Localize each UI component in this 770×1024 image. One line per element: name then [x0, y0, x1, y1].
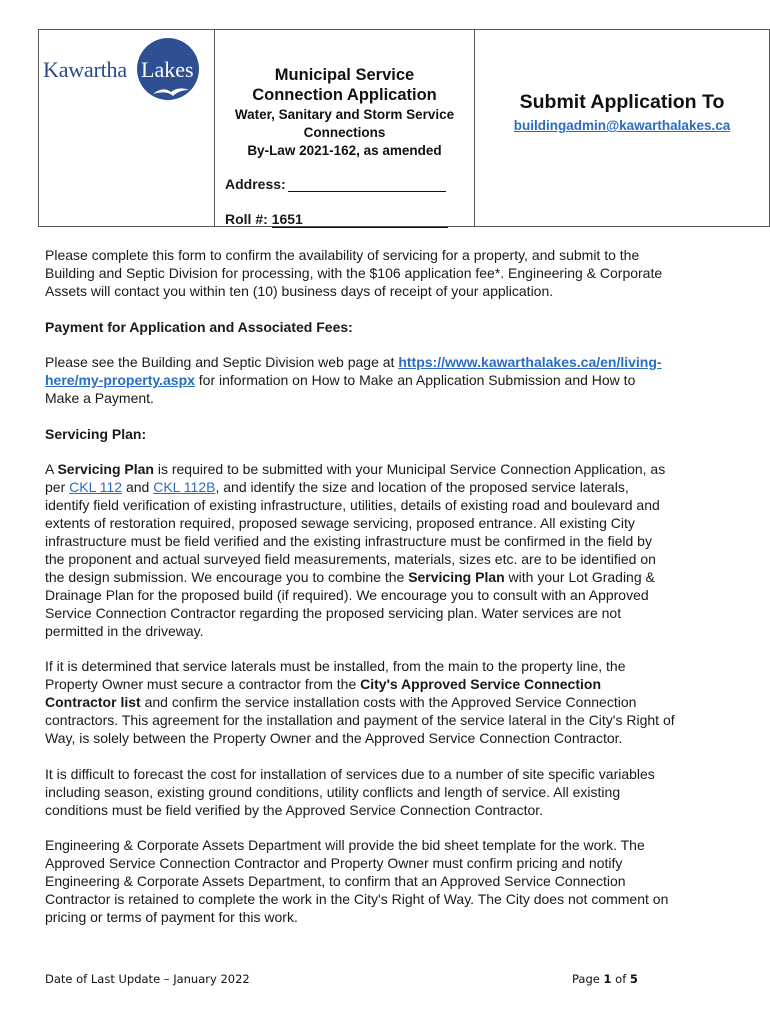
logo-cell [39, 30, 215, 226]
text-span: A [45, 461, 58, 477]
property-page-link[interactable]: https://www.kawarthalakes.ca/en/living- [398, 354, 662, 370]
bid-line: Engineering & Corporate Assets Department will provide the bid sheet template for the work. The [45, 837, 645, 853]
address-row [225, 176, 446, 192]
servicing-line [45, 568, 735, 586]
bid-line: Engineering & Corporate Assets Department, to confirm that an Approved Service Connection [45, 873, 626, 889]
servicing-line: permitted in the driveway. [45, 623, 204, 639]
form-subtitle-line3: By-Law 2021-162, as amended [247, 143, 442, 158]
text-span: is required to be submitted with your Municipal Service Connection Application, as [153, 461, 666, 477]
text-span: with your Lot Grading & [504, 569, 655, 585]
forecast-line: conditions must be field verified by the Approved Service Connection Contractor. [45, 802, 544, 818]
intro-line: Please complete this form to confirm the availability of servicing for a property, and submit to the [45, 247, 640, 263]
forecast-line: including season, existing ground conditions, utility conflicts and length of service. All existing [45, 784, 621, 800]
payment-heading: Payment for Application and Associated Fees: [45, 319, 353, 335]
contractor-line [45, 675, 735, 693]
page-word: Page [572, 972, 604, 986]
forecast-line: It is difficult to forecast the cost for installation of services due to a number of site specific variables [45, 766, 655, 782]
logo-text-lakes: Lakes [141, 57, 194, 82]
bid-line: Contractor is retained to complete the work in the City's Right of Way. The City does not comment on [45, 891, 669, 907]
roll-row [225, 211, 448, 228]
address-label: Address: [225, 176, 286, 192]
address-field[interactable] [288, 177, 446, 192]
text-bold: City's Approved Service Connection [360, 676, 601, 692]
submit-email-link[interactable]: buildingadmin@kawarthalakes.ca [513, 118, 731, 133]
page-total: 5 [629, 972, 638, 986]
payment-paragraph [45, 353, 735, 407]
bid-line: Approved Service Connection Contractor and Property Owner must confirm pricing and notify [45, 855, 623, 871]
contractor-line: contractors. This agreement for the installation and payment of the service lateral in the City's Right of [45, 712, 675, 728]
forecast-paragraph [45, 765, 735, 819]
servicing-line: infrastructure must be field verified and the existing infrastructure must be confirmed in the field by [45, 533, 652, 549]
contractor-line [45, 693, 735, 711]
servicing-line: identify field verification of existing infrastructure, utilities, details of existing road and boulevard and [45, 497, 660, 513]
text-bold: Servicing Plan [408, 569, 505, 585]
submit-cell [475, 30, 769, 226]
servicing-heading: Servicing Plan: [45, 426, 147, 442]
ckl-112-link[interactable]: CKL 112 [69, 479, 123, 495]
intro-line: Assets will contact you within ten (10) business days of receipt of your application. [45, 283, 554, 299]
text-span: Property Owner must secure a contractor from the [45, 676, 361, 692]
text-span: per [45, 479, 70, 495]
servicing-line: Service Connection Contractor regarding the proposed servicing plan. Water services are not [45, 605, 622, 621]
servicing-line: the proponent and actual surveyed field measurements, materials, sizes etc. are to be identified on [45, 551, 656, 567]
contractor-paragraph [45, 657, 735, 747]
header-table [38, 29, 770, 227]
footer-date: Date of Last Update – January 2022 [45, 972, 250, 986]
bid-line: pricing or terms of payment for this work. [45, 909, 298, 925]
servicing-line: extents of restoration required, proposed sewage servicing, proposed entrance. All existing City [45, 515, 635, 531]
roll-field[interactable]: 1651 [272, 211, 448, 228]
payment-text: for information on How to Make an Application Submission and How to [194, 372, 636, 388]
roll-label: Roll #: [225, 211, 268, 227]
text-span: the design submission. We encourage you to combine the [45, 569, 409, 585]
text-span: , and identify the size and location of the proposed service laterals, [215, 479, 629, 495]
payment-line [45, 353, 735, 371]
servicing-line: Drainage Plan for the proposed build (if required). We encourage you to consult with an Approved [45, 587, 649, 603]
form-subtitle [215, 106, 474, 160]
page-of: of [611, 972, 630, 986]
logo-text-kawartha: Kawartha [43, 57, 127, 82]
payment-line [45, 371, 735, 389]
servicing-line [45, 460, 735, 478]
intro-line: Building and Septic Division for processing, with the $106 application fee*. Engineering & Corporate [45, 265, 663, 281]
text-bold: Contractor list [45, 694, 141, 710]
form-title-line2: Connection Application [252, 86, 437, 104]
title-cell [215, 30, 475, 226]
bid-paragraph [45, 836, 735, 926]
text-span: and confirm the service installation costs with the Approved Service Connection [140, 694, 637, 710]
payment-line: Make a Payment. [45, 390, 154, 406]
form-subtitle-line2: Connections [303, 125, 386, 140]
servicing-line [45, 478, 735, 496]
page-current: 1 [603, 972, 612, 986]
bird-logo-icon [151, 84, 191, 98]
ckl-112b-link[interactable]: CKL 112B [153, 479, 216, 495]
contractor-line: Way, is solely between the Property Owner and the Approved Service Connection Contractor. [45, 730, 623, 746]
form-subtitle-line1: Water, Sanitary and Storm Service [234, 107, 455, 122]
submit-title: Submit Application To [519, 91, 725, 113]
footer-page-number [572, 972, 638, 986]
text-bold: Servicing Plan [57, 461, 154, 477]
servicing-paragraph [45, 460, 735, 640]
form-title [215, 65, 474, 105]
contractor-line: If it is determined that service laterals must be installed, from the main to the property line, the [45, 658, 626, 674]
text-span: and [122, 479, 154, 495]
property-page-link-cont[interactable]: here/my-property.aspx [45, 372, 195, 388]
form-title-line1: Municipal Service [274, 66, 415, 84]
payment-text: Please see the Building and Septic Division web page at [45, 354, 399, 370]
intro-paragraph [45, 246, 735, 300]
